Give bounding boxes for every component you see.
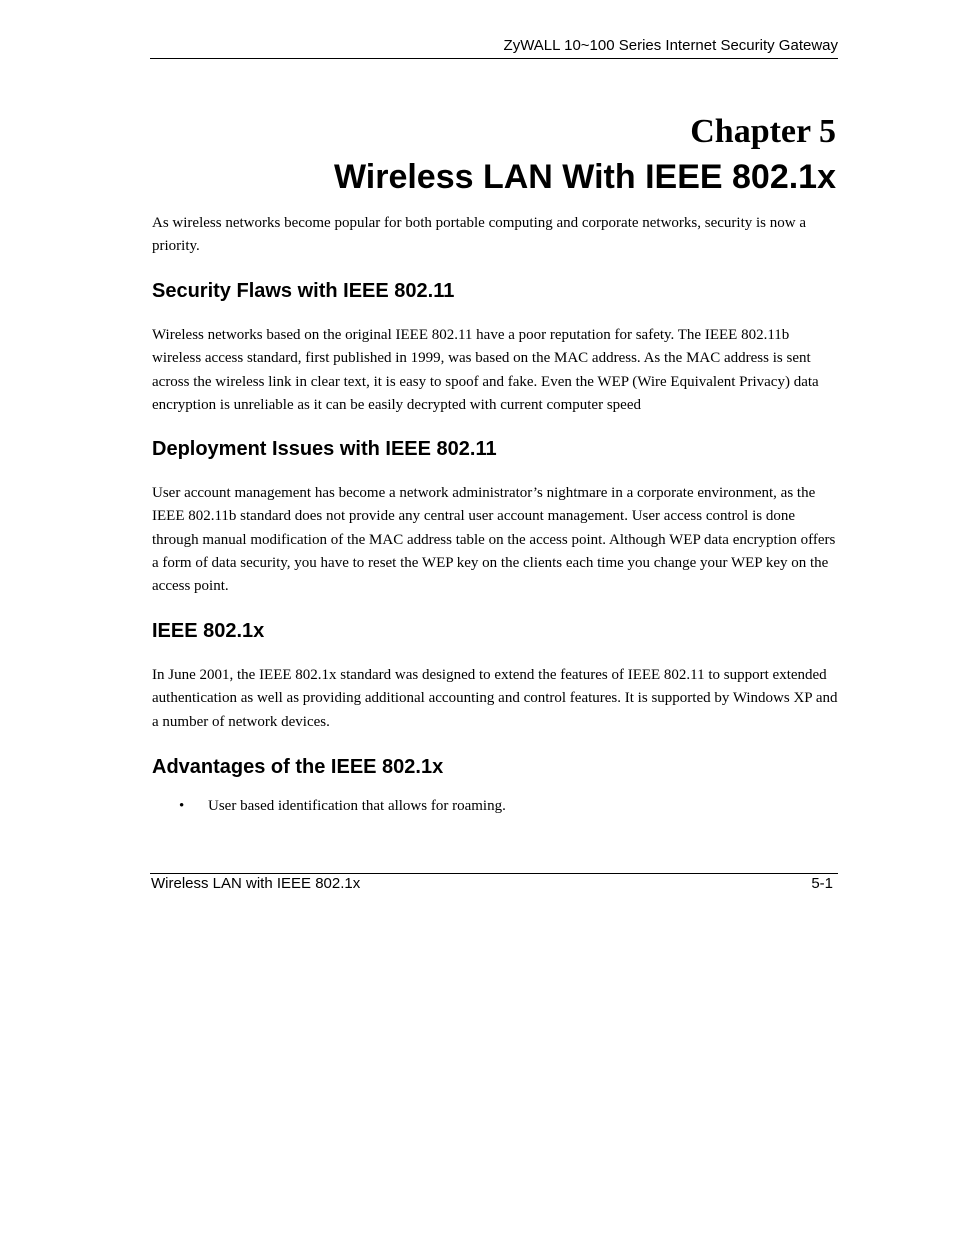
footer-title: Wireless LAN with IEEE 802.1x	[151, 875, 361, 892]
section-heading-deployment-issues: Deployment Issues with IEEE 802.11	[152, 438, 497, 460]
section-heading-ieee-8021x: IEEE 802.1x	[152, 620, 265, 642]
section-paragraph-ieee-8021x: In June 2001, the IEEE 802.1x standard was designed to extend the features of IEEE 802.11 to support extended authentication as well as providing additional accounting and control features. It is supported by Windows XP and a number of network devices.	[152, 667, 838, 730]
section-paragraph-security-flaws: Wireless networks based on the original IEEE 802.11 have a poor reputation for safety. The IEEE 802.11b wireless access standard, first published in 1999, was based on the MAC address. As the MAC address is sent across the wireless link in clear text, it is easy to spoof and fake. Even the WEP (Wire Equivalent Privacy) data encryption is unreliable as it can be easily decrypted with current computer speed	[152, 327, 819, 413]
advantages-list	[152, 795, 838, 818]
section-heading-advantages: Advantages of the IEEE 802.1x	[152, 756, 444, 778]
header-rule	[150, 58, 838, 59]
chapter-label: Chapter 5	[690, 113, 836, 150]
list-item	[152, 795, 838, 818]
footer-page-number: 5-1	[811, 875, 833, 892]
chapter-title: Wireless LAN With IEEE 802.1x	[333, 158, 836, 196]
intro-paragraph: As wireless networks become popular for both portable computing and corporate networks, security is now a priority.	[152, 215, 806, 255]
section-heading-security-flaws: Security Flaws with IEEE 802.11	[152, 280, 455, 302]
bullet-icon: •	[179, 798, 185, 814]
section-paragraph-deployment-issues: User account management has become a network administrator’s nightmare in a corporate environment, as the IEEE 802.11b standard does not provide any central user account management. User access control is done through manual modification of the MAC address table on the access point. Although WEP data encryption offers a form of data security, you have to reset the WEP key on the clients each time you change your WEP key on the access point.	[152, 485, 836, 595]
running-header: ZyWALL 10~100 Series Internet Security Gateway	[503, 37, 838, 54]
list-item-text: User based identification that allows for roaming.	[208, 798, 506, 814]
